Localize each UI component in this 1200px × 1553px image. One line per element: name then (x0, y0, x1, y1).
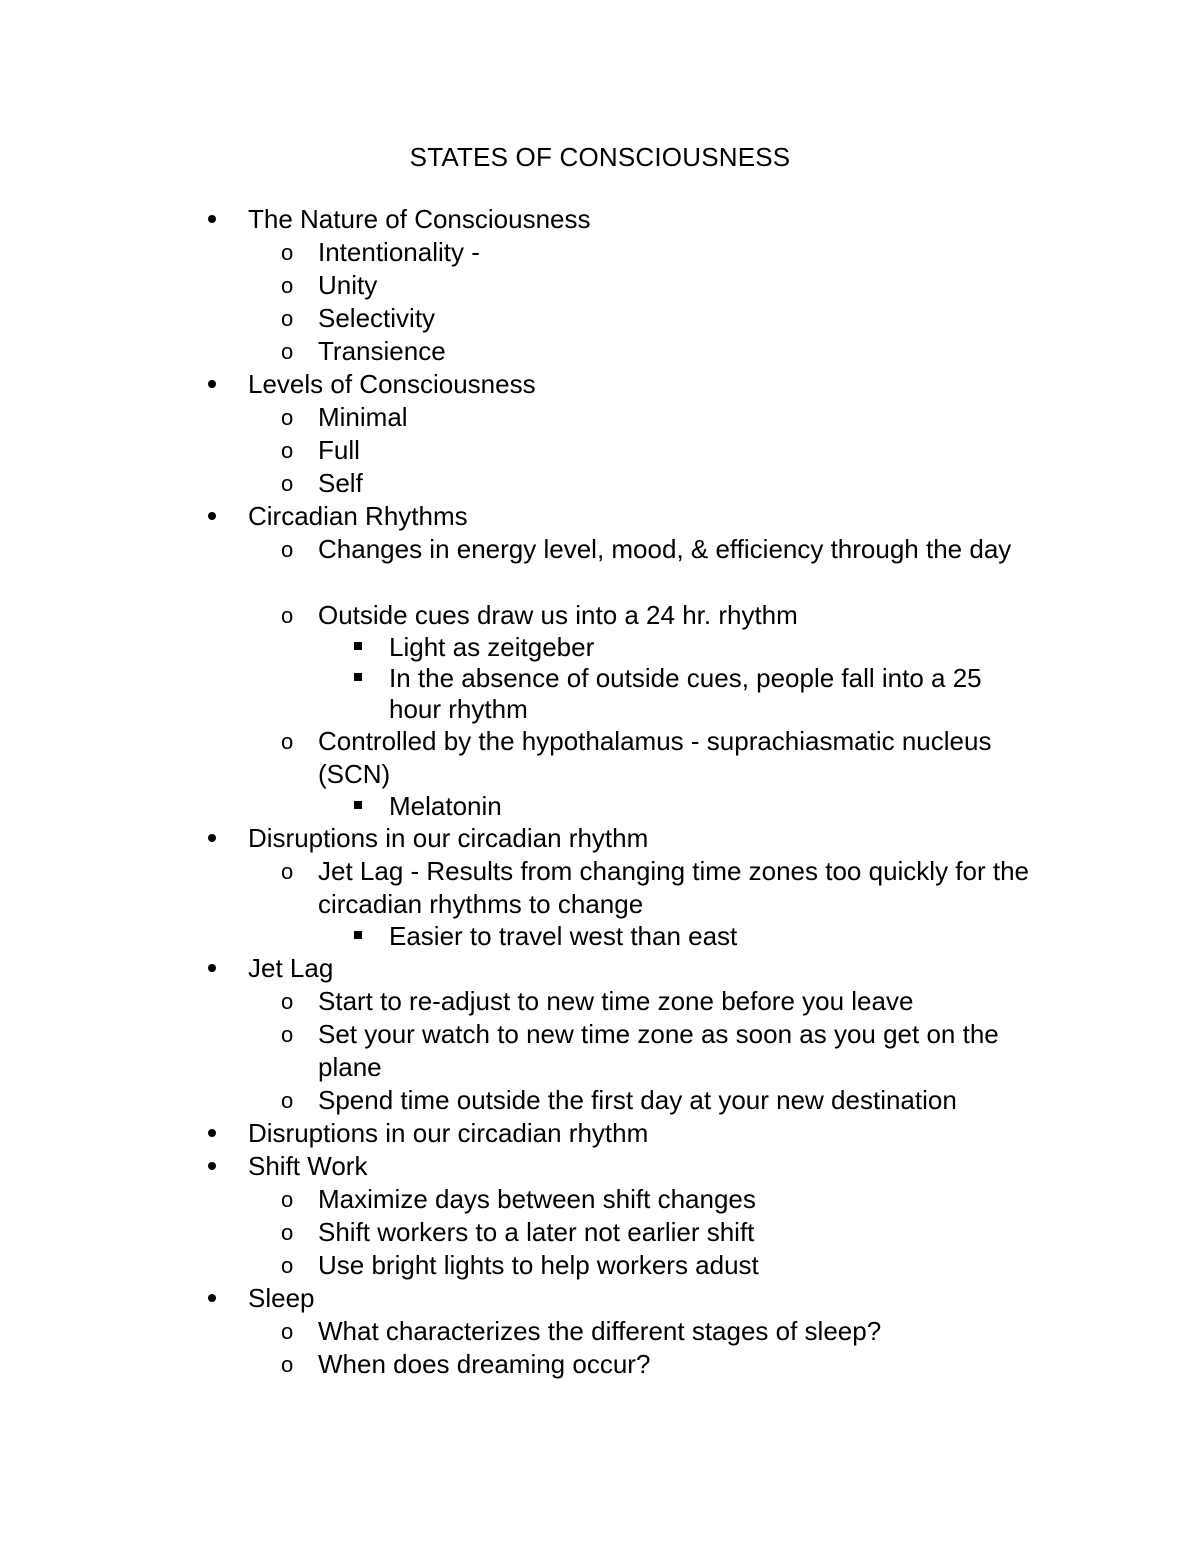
outline-subsubitem (0, 791, 1200, 822)
outline-item (0, 822, 1200, 855)
outline-subitem (0, 725, 1200, 791)
outline-subitem (0, 599, 1200, 632)
outline-subitem (0, 335, 1200, 368)
outline-subitem-label: When does dreaming occur? (318, 1349, 651, 1379)
circle-bullet-icon: o (281, 240, 294, 265)
outline-subitem (0, 855, 1200, 921)
outline-subitem (0, 467, 1200, 500)
outline-item (0, 368, 1200, 401)
outline-subitem (0, 236, 1200, 269)
outline-subitem-label: Start to re-adjust to new time zone before you leave (318, 986, 914, 1016)
circle-bullet-icon: o (281, 859, 294, 884)
outline-subitem (0, 1315, 1200, 1348)
outline-item-label: Disruptions in our circadian rhythm (248, 823, 649, 853)
outline-subitem (0, 1249, 1200, 1282)
outline-subitem-label: Unity (318, 270, 378, 300)
outline-subitem-label: Changes in energy level, mood, & efficiency through the day (318, 534, 1012, 564)
bullet-icon (208, 203, 228, 236)
outline-item-label: Sleep (248, 1283, 315, 1313)
outline-list (0, 203, 1200, 1381)
outline-subitem-label: Transience (318, 336, 446, 366)
outline-item (0, 1282, 1200, 1315)
outline-item (0, 500, 1200, 533)
outline-item (0, 1150, 1200, 1183)
outline-item-label: The Nature of Consciousness (248, 204, 591, 234)
outline-item-label: Disruptions in our circadian rhythm (248, 1118, 649, 1148)
circle-bullet-icon: o (281, 1187, 294, 1212)
page-title: STATES OF CONSCIOUSNESS (409, 142, 791, 172)
outline-subitem (0, 302, 1200, 335)
outline-subitem-label: Minimal (318, 402, 408, 432)
outline-subitem-label: Spend time outside the first day at your new destination (318, 1085, 957, 1115)
outline-subitem-label: Outside cues draw us into a 24 hr. rhythm (318, 600, 798, 630)
outline-subitem (0, 1348, 1200, 1381)
outline-subitem-label: Shift workers to a later not earlier shift (318, 1217, 755, 1247)
bullet-icon (208, 952, 228, 985)
bullet-icon (208, 822, 228, 855)
square-bullet-icon (354, 663, 368, 694)
outline-subitem (0, 1018, 1200, 1084)
circle-bullet-icon: o (281, 339, 294, 364)
circle-bullet-icon: o (281, 1352, 294, 1377)
outline-subsubitem-label: Light as zeitgeber (389, 632, 595, 662)
circle-bullet-icon: o (281, 438, 294, 463)
outline-subitem (0, 1183, 1200, 1216)
outline-subitem-label: Jet Lag - Results from changing time zones too quickly for the circadian rhythms to change (318, 856, 1030, 919)
outline-subitem (0, 269, 1200, 302)
outline-subitem (0, 533, 1200, 599)
circle-bullet-icon: o (281, 405, 294, 430)
outline-subsubitem-label: Easier to travel west than east (389, 921, 738, 951)
outline-subitem-label: Maximize days between shift changes (318, 1184, 756, 1214)
bullet-icon (208, 500, 228, 533)
circle-bullet-icon: o (281, 729, 294, 754)
outline-subitem-label: What characterizes the different stages of sleep? (318, 1316, 882, 1346)
circle-bullet-icon: o (281, 471, 294, 496)
circle-bullet-icon: o (281, 1220, 294, 1245)
outline-subitem-label: Use bright lights to help workers adust (318, 1250, 759, 1280)
outline-subitem-label: Selectivity (318, 303, 436, 333)
outline-subsubitem (0, 632, 1200, 663)
circle-bullet-icon: o (281, 1088, 294, 1113)
circle-bullet-icon: o (281, 537, 294, 562)
outline-subitem-label: Intentionality - (318, 237, 480, 267)
outline-item-label: Shift Work (248, 1151, 368, 1181)
outline-subitem (0, 434, 1200, 467)
outline-subitem (0, 1216, 1200, 1249)
circle-bullet-icon: o (281, 603, 294, 628)
circle-bullet-icon: o (281, 989, 294, 1014)
bullet-icon (208, 1282, 228, 1315)
square-bullet-icon (354, 791, 368, 822)
outline-subitem-label: Full (318, 435, 360, 465)
outline-subitem (0, 1084, 1200, 1117)
bullet-icon (208, 368, 228, 401)
circle-bullet-icon: o (281, 306, 294, 331)
outline-subitem-label: Set your watch to new time zone as soon as you get on the plane (318, 1019, 999, 1082)
bullet-icon (208, 1150, 228, 1183)
outline-item-label: Levels of Consciousness (248, 369, 536, 399)
circle-bullet-icon: o (281, 1022, 294, 1047)
outline-item-label: Jet Lag (248, 953, 334, 983)
outline-subitem-label: Controlled by the hypothalamus - suprachiasmatic nucleus (SCN) (318, 726, 992, 789)
outline-subsubitem-label: In the absence of outside cues, people fall into a 25 hour rhythm (389, 663, 982, 724)
outline-subsubitem (0, 663, 1200, 725)
outline-item (0, 952, 1200, 985)
outline-item (0, 203, 1200, 236)
circle-bullet-icon: o (281, 273, 294, 298)
outline-subsubitem (0, 921, 1200, 952)
circle-bullet-icon: o (281, 1319, 294, 1344)
outline-subitem (0, 401, 1200, 434)
circle-bullet-icon: o (281, 1253, 294, 1278)
outline-subitem-label: Self (318, 468, 363, 498)
outline-subitem (0, 985, 1200, 1018)
square-bullet-icon (354, 921, 368, 952)
outline-item (0, 1117, 1200, 1150)
outline-subsubitem-label: Melatonin (389, 791, 502, 821)
bullet-icon (208, 1117, 228, 1150)
square-bullet-icon (354, 632, 368, 663)
outline-item-label: Circadian Rhythms (248, 501, 468, 531)
